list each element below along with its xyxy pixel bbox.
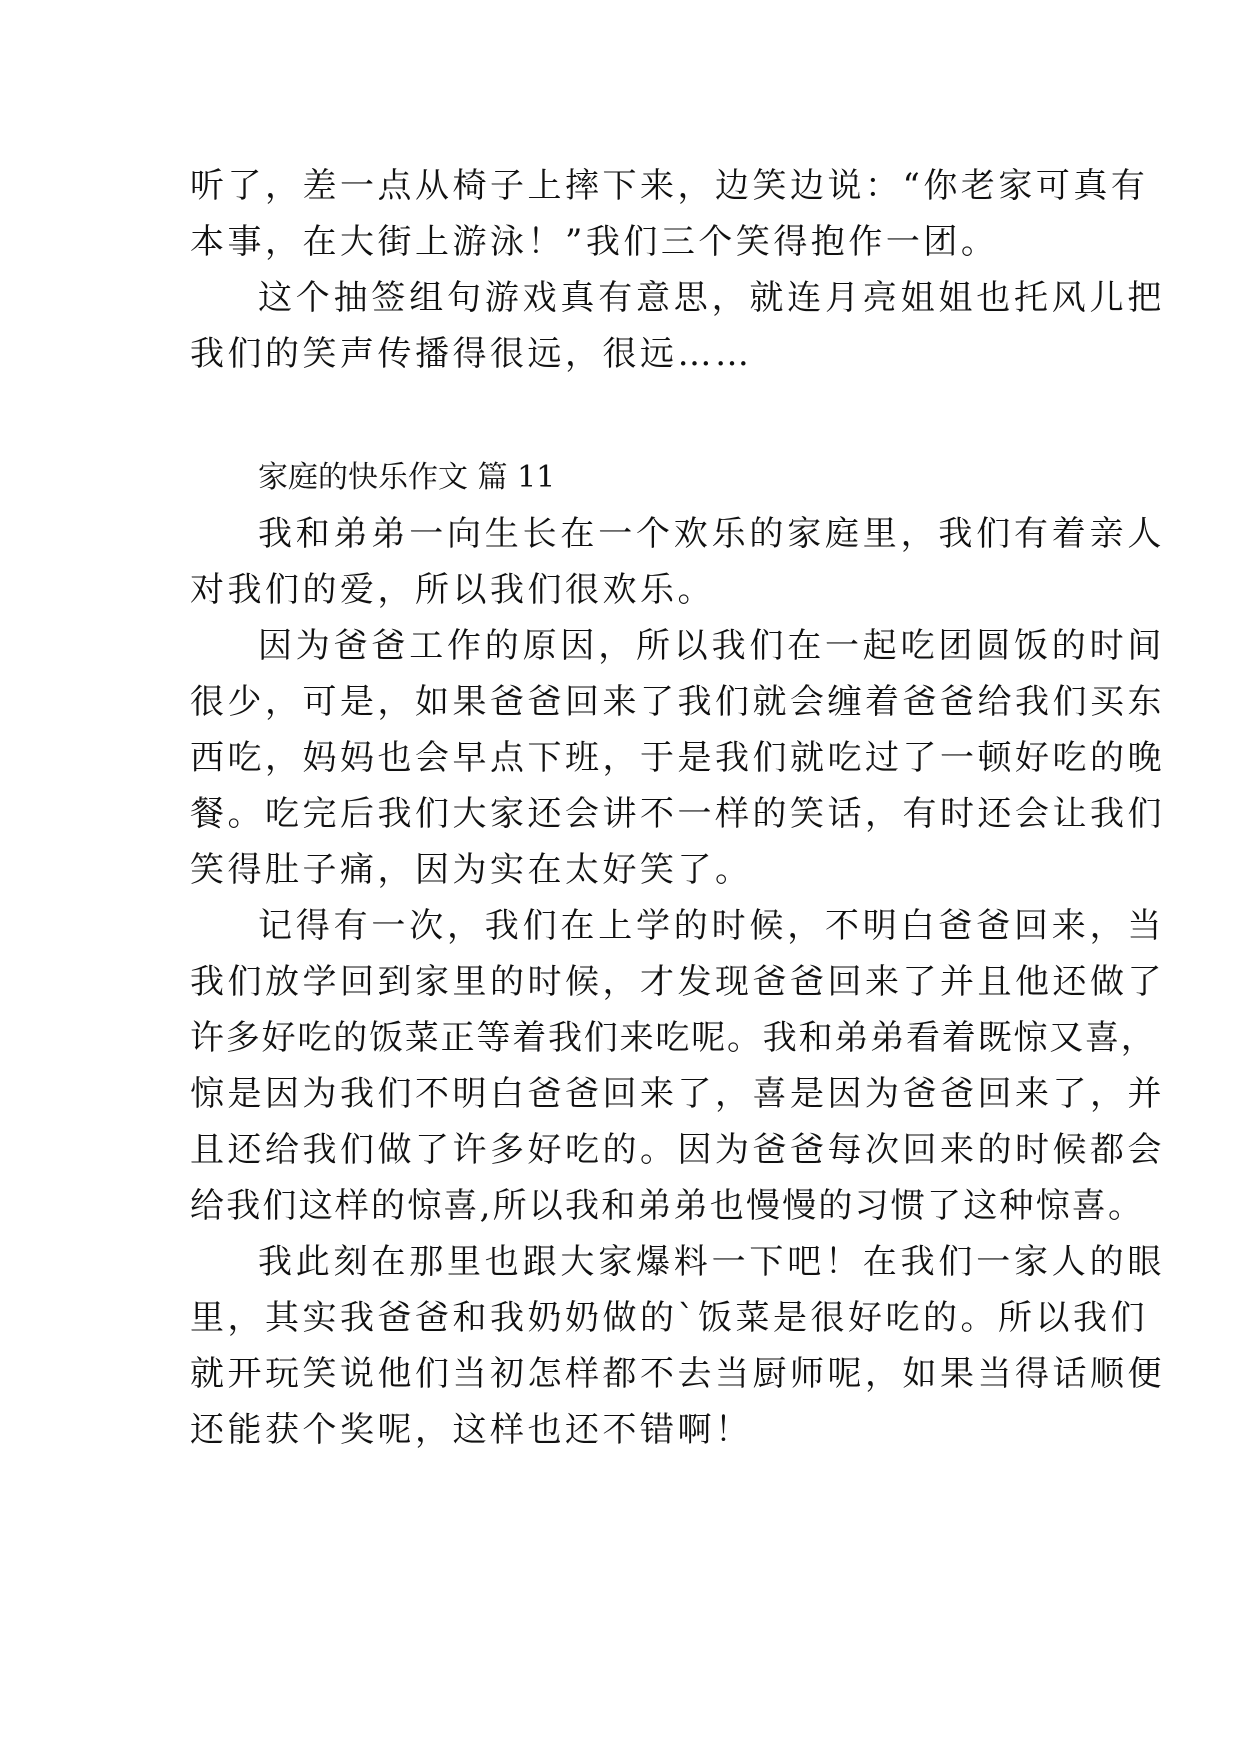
text-line: 我们放学回到家里的时候，才发现爸爸回来了并且他还做了 [190,962,1165,1002]
text-line: 因为爸爸工作的原因，所以我们在一起吃团圆饭的时间 [258,626,1166,666]
text-line: 我们的笑声传播得很远，很远…… [190,334,753,374]
text-line: 且还给我们做了许多好吃的。因为爸爸每次回来的时候都会 [190,1130,1165,1170]
text-line: 还能获个奖呢，这样也还不错啊！ [190,1410,753,1450]
text-line: 很少，可是，如果爸爸回来了我们就会缠着爸爸给我们买东 [190,682,1165,722]
text-line: 对我们的爱，所以我们很欢乐。 [190,570,715,610]
text-line: 我此刻在那里也跟大家爆料一下吧！在我们一家人的眼 [258,1242,1166,1282]
text-line: 惊是因为我们不明白爸爸回来了，喜是因为爸爸回来了，并 [190,1074,1165,1114]
text-line: 这个抽签组句游戏真有意思，就连月亮姐姐也托风儿把 [258,278,1166,318]
text-line: 西吃，妈妈也会早点下班，于是我们就吃过了一顿好吃的晚 [190,738,1165,778]
text-line: 里，其实我爸爸和我奶奶做的`饭菜是很好吃的。所以我们 [190,1298,1148,1338]
text-line: 给我们这样的惊喜,所以我和弟弟也慢慢的习惯了这种惊喜。 [190,1186,1145,1226]
text-line: 笑得肚子痛，因为实在太好笑了。 [190,850,753,890]
text-line: 我和弟弟一向生长在一个欢乐的家庭里，我们有着亲人 [258,514,1166,554]
text-line: 听了，差一点从椅子上摔下来，边笑边说：“你老家可真有 [190,166,1149,206]
text-line: 本事，在大街上游泳！”我们三个笑得抱作一团。 [190,222,999,262]
text-line: 餐。吃完后我们大家还会讲不一样的笑话，有时还会让我们 [190,794,1165,834]
section-heading: 家庭的快乐作文 篇 11 [258,460,556,495]
text-line: 许多好吃的饭菜正等着我们来吃呢。我和弟弟看着既惊又喜， [190,1018,1157,1058]
text-line: 就开玩笑说他们当初怎样都不去当厨师呢，如果当得话顺便 [190,1354,1165,1394]
text-line: 记得有一次，我们在上学的时候，不明白爸爸回来，当 [258,906,1166,946]
